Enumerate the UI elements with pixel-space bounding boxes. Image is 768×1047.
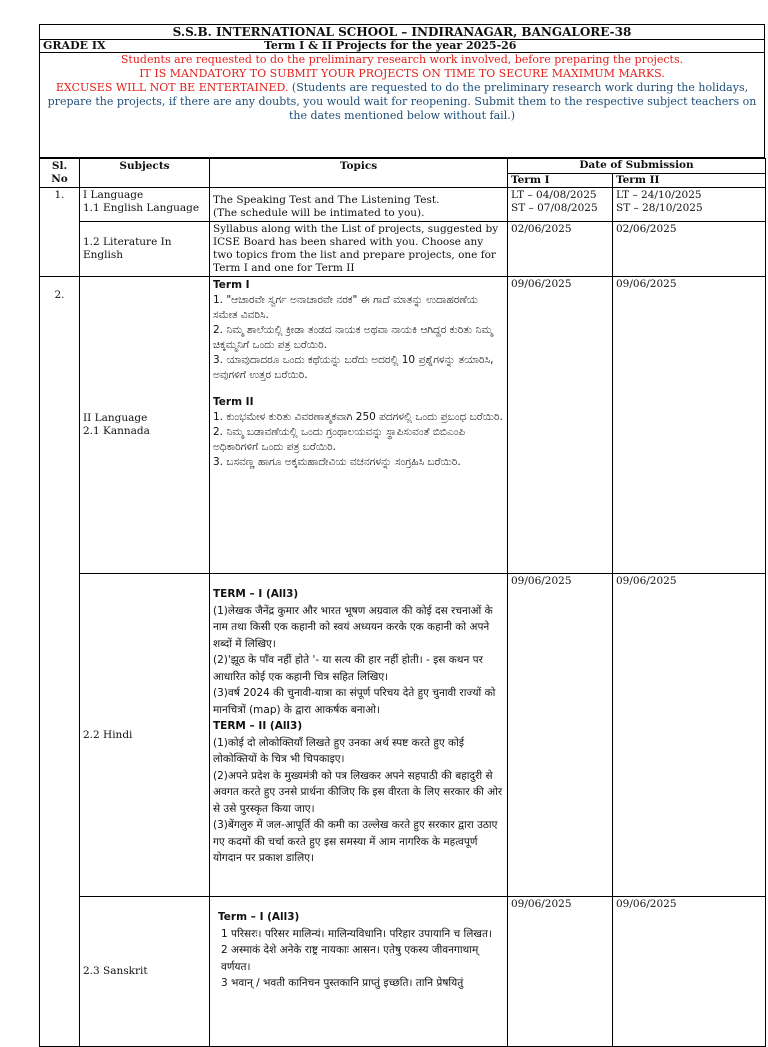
kannada-item: 1. ಕುಂಭಮೇಳ ಕುರಿತು ವಿವರಣಾತ್ಮಕವಾಗಿ 250 ಪದಗಳಲ್ಲಿ ಒಂದು ಪ್ರಬಂಧ ಬರೆಯಿರಿ. xyxy=(213,411,503,423)
row2-term1: 09/06/2025 xyxy=(508,277,613,574)
row1-term1 xyxy=(508,188,613,222)
row1-subject-a: I Language xyxy=(83,189,144,201)
table-row xyxy=(40,188,766,222)
school-title: S.S.B. INTERNATIONAL SCHOOL – INDIRANAGAR, BANGALORE-38 xyxy=(39,24,765,40)
kannada-item: 2. ನಿಮ್ಮ ಬಡಾವಣೆಯಲ್ಲಿ ಒಂದು ಗ್ರಂಥಾಲಯವನ್ನು ಸ್ಥಾಪಿಸುವಂತೆ ಬಿಬಿಎಂಪಿ ಅಧಿಕಾರಿಗಳಿಗೆ ಒಂದು ಪತ್ರ ಬರೆಯಿರಿ. xyxy=(213,426,466,453)
header-date: Date of Submission xyxy=(508,159,766,174)
term-title: Term I & II Projects for the year 2025-26 xyxy=(264,39,517,52)
row2-slno: 2. xyxy=(40,277,80,1047)
header-term1: Term I xyxy=(508,173,613,188)
row1-slno: 1. xyxy=(40,188,80,277)
row1-term1-st: ST – 07/08/2025 xyxy=(511,202,598,214)
row1-term1-lt: LT – 04/08/2025 xyxy=(511,189,597,201)
row1b-term1: 02/06/2025 xyxy=(508,222,613,277)
hindi-term1: 09/06/2025 xyxy=(508,574,613,897)
grade-row xyxy=(39,39,765,53)
kannada-term1-label: Term I xyxy=(213,279,250,291)
notice-line-3 xyxy=(40,81,764,123)
hindi-term2: 09/06/2025 xyxy=(613,574,766,897)
row1-subject xyxy=(80,188,210,222)
header-topics: Topics xyxy=(210,159,508,188)
notice-line-1: Students are requested to do the preliminary research work involved, before preparing the projects. xyxy=(120,53,684,66)
notice-line-2: IT IS MANDATORY TO SUBMIT YOUR PROJECTS ON TIME TO SECURE MAXIMUM MARKS. xyxy=(139,67,665,80)
sanskrit-item: 1 परिसरः। परिसर मालिन्यं। मालिन्यविधानि। परिहार उपायानि च लिखत। xyxy=(221,927,492,940)
hindi-subject: 2.2 Hindi xyxy=(80,574,210,897)
row1-term2-st: ST – 28/10/2025 xyxy=(616,202,703,214)
row1-term2 xyxy=(613,188,766,222)
notice-box xyxy=(39,53,765,158)
row1b-topic: Syllabus along with the List of projects, suggested by ICSE Board has been shared with you. Choose any two topics from the list and prepare projects, one for Term I and one for Term II xyxy=(210,222,508,277)
table-row xyxy=(40,222,766,277)
row2-term2: 09/06/2025 xyxy=(613,277,766,574)
hindi-item: (2)अपने प्रदेश के मुख्यमंत्री को पत्र लिखकर अपने सहपाठी की बहादुरी से अवगत करते हुए उनसे प्रार्थना कीजिए कि इस वीरता के लिए सरकार की ओर से उसे पुरस्कृत किया जाए। xyxy=(213,769,503,815)
hindi-term1-label: TERM – I (All3) xyxy=(213,588,299,600)
row1-term2-lt: LT – 24/10/2025 xyxy=(616,189,702,201)
projects-table xyxy=(39,158,766,1047)
row1-topic-a: The Speaking Test and The Listening Test. xyxy=(213,194,440,206)
row2-subject xyxy=(80,277,210,574)
table-row xyxy=(40,897,766,1047)
sanskrit-topic xyxy=(210,897,508,1047)
hindi-topic xyxy=(210,574,508,897)
table-header-row xyxy=(40,159,766,174)
row1-topic-b: (The schedule will be intimated to you). xyxy=(213,207,425,219)
sanskrit-item: 3 भवान् / भवती कानिचन पुस्तकानि प्राप्तुं इच्छति। तानि प्रेषयितुं xyxy=(221,977,464,989)
hindi-item: (3)बेंगलुरु में जल-आपूर्ति की कमी का उल्लेख करते हुए सरकार द्वारा उठाए गए कदमों की चर्चा करते हुए इस समस्या में आम नागरिक के महत्वपूर्ण योगदान पर प्रकाश डालिए। xyxy=(213,819,498,864)
hindi-item: (2)'झूठ के पाँव नहीं होते '- या सत्य की हार नहीं होती। - इस कथन पर आधारित कोई एक कहानी चित्र सहित लिखिए। xyxy=(213,654,483,683)
hindi-term2-label: TERM – II (All3) xyxy=(213,720,303,732)
hindi-item: (3)वर्ष 2024 की चुनावी-यात्रा का संपूर्ण परिचय देते हुए चुनावी राज्यों को मानचित्रों (map) के द्वारा आकर्षक बनाओ। xyxy=(213,687,496,716)
row1b-term2: 02/06/2025 xyxy=(613,222,766,277)
row2-topic xyxy=(210,277,508,574)
kannada-item: 1. "ಆಚಾರವೇ ಸ್ವರ್ಗ ಅನಾಚಾರವೇ ನರಕ" ಈ ಗಾದೆ ಮಾತನ್ನು ಉದಾಹರಣೆಯ ಸಮೇತ ವಿವರಿಸಿ. xyxy=(213,294,478,321)
kannada-item: 3. ಬಸವಣ್ಣ ಹಾಗೂ ಅಕ್ಕಮಹಾದೇವಿಯ ವಚನಗಳನ್ನು ಸಂಗ್ರಹಿಸಿ ಬರೆಯಿರಿ. xyxy=(213,456,461,468)
kannada-term2-label: Term II xyxy=(213,396,254,408)
header-subjects: Subjects xyxy=(80,159,210,188)
row1-topic xyxy=(210,188,508,222)
row2-subject-b: 2.1 Kannada xyxy=(83,425,150,437)
header-term2: Term II xyxy=(613,173,766,188)
row1b-subject: 1.2 Literature In English xyxy=(80,222,210,277)
notice-excuses: EXCUSES WILL NOT BE ENTERTAINED. xyxy=(55,81,289,94)
notice-instructions: (Students are requested to do the preliminary research work during the holidays, prepare the projects, if there are any doubts, you would wait for reopening. Submit them to the respective subject teachers on the dates mentioned below without fail.) xyxy=(47,81,757,122)
hindi-item: (1)लेखक जैनेंद्र कुमार और भारत भूषण अग्रवाल की कोई दस रचनाओं के नाम तथा किसी एक कहानी को स्वयं अध्ययन करके एक कहानी को अपने शब्दों में लिखिए। xyxy=(213,604,493,650)
sanskrit-term1: 09/06/2025 xyxy=(508,897,613,1047)
hindi-item: (1)कोई दो लोकोक्तियाँ लिखते हुए उनका अर्थ स्पष्ट करते हुए कोई लोकोक्तियों के चित्र भी चिपकाइए। xyxy=(213,736,464,765)
sanskrit-subject: 2.3 Sanskrit xyxy=(80,897,210,1047)
table-row xyxy=(40,277,766,574)
kannada-item: 3. ಯಾವುದಾದರೂ ಒಂದು ಕಥೆಯನ್ನು ಬರೆದು ಅದರಲ್ಲಿ 10 ಪ್ರಶ್ನೆಗಳನ್ನು ತಯಾರಿಸಿ, ಅವುಗಳಿಗೆ ಉತ್ತರ ಬರೆಯಿರಿ. xyxy=(213,354,494,381)
row2-subject-a: II Language xyxy=(83,412,148,424)
grade-label: GRADE IX xyxy=(43,39,106,52)
header-slno: Sl. No xyxy=(40,159,80,188)
table-row xyxy=(40,574,766,897)
sanskrit-item: 2 अस्माकं देशे अनेके राष्ट्र नायकाः आसन। एतेषु एकस्य जीवनगाथाम् वर्णयत। xyxy=(221,944,479,973)
kannada-item: 2. ನಿಮ್ಮ ಶಾಲೆಯಲ್ಲಿ ಕ್ರೀಡಾ ತಂಡದ ನಾಯಕ ಅಥವಾ ನಾಯಕಿ ಆಗಿದ್ದರ ಕುರಿತು ನಿಮ್ಮ ಚಿಕ್ಕಮ್ಮನಿಗೆ ಒಂದು ಪತ್ರ ಬರೆಯಿರಿ. xyxy=(213,324,493,351)
sanskrit-term2: 09/06/2025 xyxy=(613,897,766,1047)
row1-subject-b: 1.1 English Language xyxy=(83,202,200,214)
sanskrit-term1-label: Term – I (All3) xyxy=(218,911,300,923)
